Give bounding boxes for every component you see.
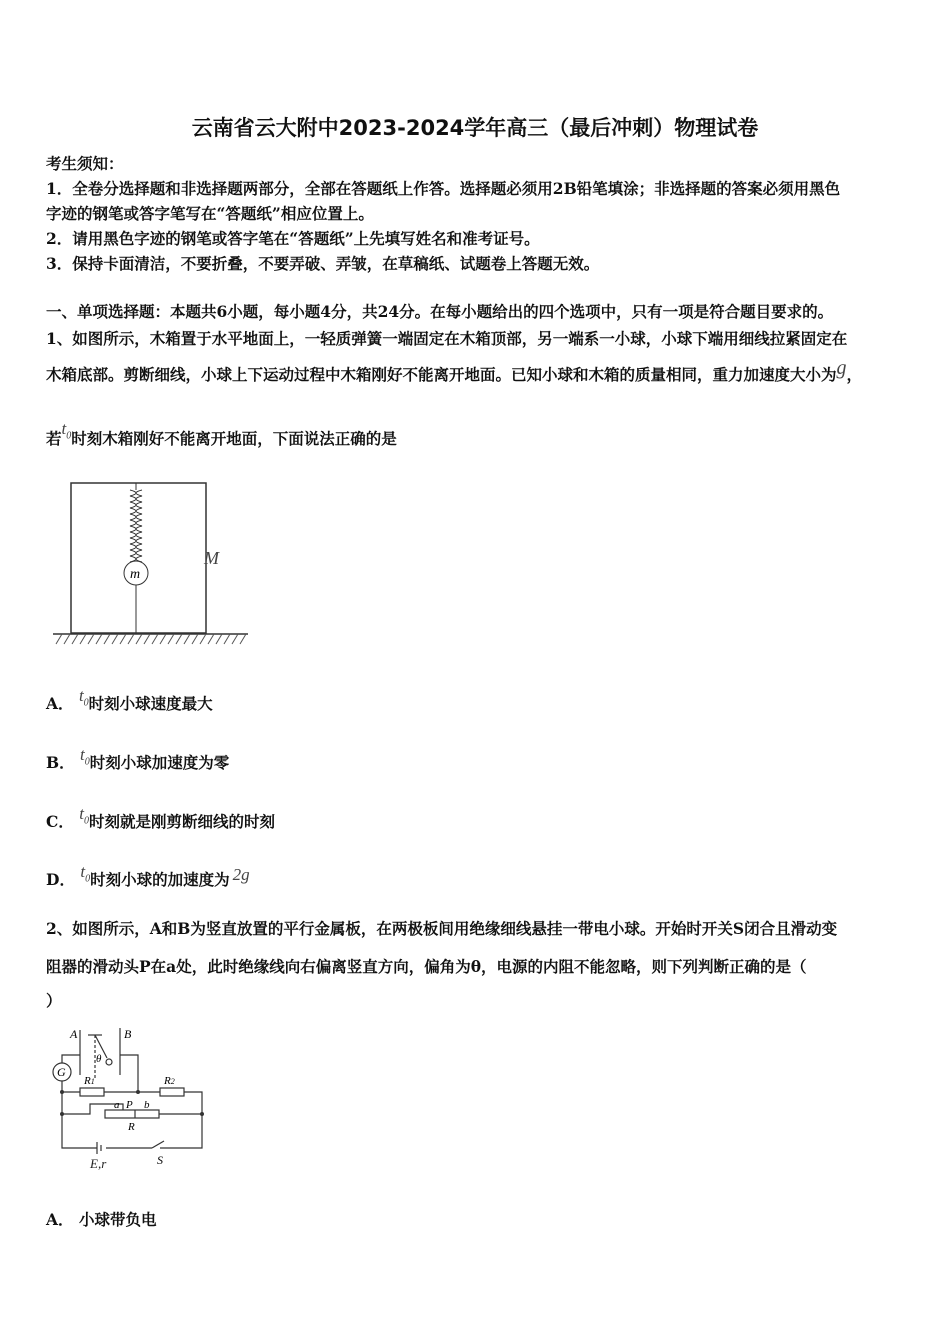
notice-line: 2．请用黑色字迹的钢笔或答字笔在“答题纸”上先填写姓名和准考证号。 xyxy=(46,229,540,248)
t: t xyxy=(80,745,85,764)
t0-symbol xyxy=(61,419,72,442)
label-er: E,r xyxy=(90,1156,107,1171)
t0-symbol xyxy=(78,686,89,709)
page-title: 云南省云大附中2023-2024学年高三（最后冲刺）物理试卷 xyxy=(191,116,759,140)
option-text: 时刻小球速度最大 xyxy=(88,694,213,713)
sub: 0 xyxy=(84,756,90,768)
option-c[interactable] xyxy=(46,804,275,834)
box xyxy=(71,483,206,633)
q2-option-a[interactable] xyxy=(46,1208,156,1230)
q1-text xyxy=(46,357,863,386)
label-s: S xyxy=(157,1153,163,1167)
sub: 2 xyxy=(170,1077,175,1086)
q1-text xyxy=(46,419,397,451)
label-p: P xyxy=(126,1099,133,1111)
t: t xyxy=(78,686,84,705)
q1-text-span: 若 xyxy=(46,429,62,448)
t: t xyxy=(79,804,84,823)
notice-heading: 考生须知： xyxy=(46,154,124,173)
t: t xyxy=(61,419,67,438)
option-text: 小球带负电 xyxy=(78,1210,157,1229)
notice-line: 3．保持卡面清洁，不要折叠，不要弄破、弄皱，在草稿纸、试题卷上答题无效。 xyxy=(46,254,600,273)
math-2g: 2g xyxy=(232,865,250,884)
option-b[interactable] xyxy=(46,745,230,775)
sub: 0 xyxy=(83,815,89,827)
q2-text: 阻器的滑动头P在a处，此时绝缘线向右偏离竖直方向，偏角为θ，电源的内阻不能忽略，则下列判断正确的是（ xyxy=(46,957,807,976)
box-label: M xyxy=(204,548,219,568)
sub: 1 xyxy=(90,1077,95,1086)
ground-hatch xyxy=(56,634,246,644)
option-text: 时刻就是刚剪断细线的时刻 xyxy=(88,812,275,831)
notice-line: 1．全卷分选择题和非选择题两部分，全部在答题纸上作答。选择题必须用2B铅笔填涂；非选择题的答案必须用黑色 xyxy=(46,179,841,198)
sub: 0 xyxy=(83,697,89,709)
label-r2 xyxy=(163,1075,175,1087)
option-letter: A． xyxy=(46,1210,74,1229)
option-text: 时刻小球的加速度为 xyxy=(90,870,230,889)
spring-box-figure xyxy=(48,478,258,653)
label-theta: θ xyxy=(96,1053,102,1065)
section-heading: 一、单项选择题：本题共6小题，每小题4分，共24分。在每小题给出的四个选项中，只有一项是符合题目要求的。 xyxy=(46,302,834,321)
option-text: 时刻小球加速度为零 xyxy=(89,753,230,772)
label-r1 xyxy=(83,1075,95,1087)
sub: 0 xyxy=(85,873,91,885)
label-galvanometer: G xyxy=(57,1065,66,1079)
sub: 0 xyxy=(66,430,72,442)
comma: ， xyxy=(846,365,863,384)
label-a-plate: A xyxy=(70,1027,78,1041)
t0-symbol xyxy=(80,862,91,885)
option-letter: D． xyxy=(46,870,75,889)
q1-text-span: 时刻木箱刚好不能离开地面，下面说法正确的是 xyxy=(71,429,397,448)
label-a: a xyxy=(114,1099,120,1111)
g-symbol: g xyxy=(836,357,847,379)
r: R xyxy=(84,1075,91,1087)
option-letter: C． xyxy=(46,812,74,831)
option-letter: A． xyxy=(46,694,74,713)
q2-text: ） xyxy=(46,991,62,1010)
label-r: R xyxy=(128,1121,135,1133)
ball-label: m xyxy=(130,567,141,582)
circuit-figure xyxy=(40,1020,220,1180)
spring xyxy=(130,483,142,562)
t0-symbol xyxy=(79,804,89,827)
q1-text-span: 木箱底部。剪断细线，小球上下运动过程中木箱刚好不能离开地面。已知小球和木箱的质量相同，重力加速度大小为 xyxy=(46,365,837,384)
option-a[interactable] xyxy=(46,686,213,716)
t: t xyxy=(80,862,86,881)
label-b-plate: B xyxy=(124,1027,132,1041)
r: R xyxy=(164,1075,171,1087)
notice-line: 字迹的钢笔或答字笔写在“答题纸”相应位置上。 xyxy=(46,204,374,223)
label-b: b xyxy=(144,1099,150,1111)
option-d[interactable] xyxy=(46,862,250,892)
option-letter: B． xyxy=(46,753,75,772)
q2-text: 2、如图所示，A和B为竖直放置的平行金属板，在两极板间用绝缘细线悬挂一带电小球。开始时开关S闭合且滑动变 xyxy=(46,919,838,938)
q1-text: 1、如图所示，木箱置于水平地面上，一轻质弹簧一端固定在木箱顶部，另一端系一小球，小球下端用细线拉紧固定在 xyxy=(46,329,848,348)
t0-symbol xyxy=(80,745,90,768)
